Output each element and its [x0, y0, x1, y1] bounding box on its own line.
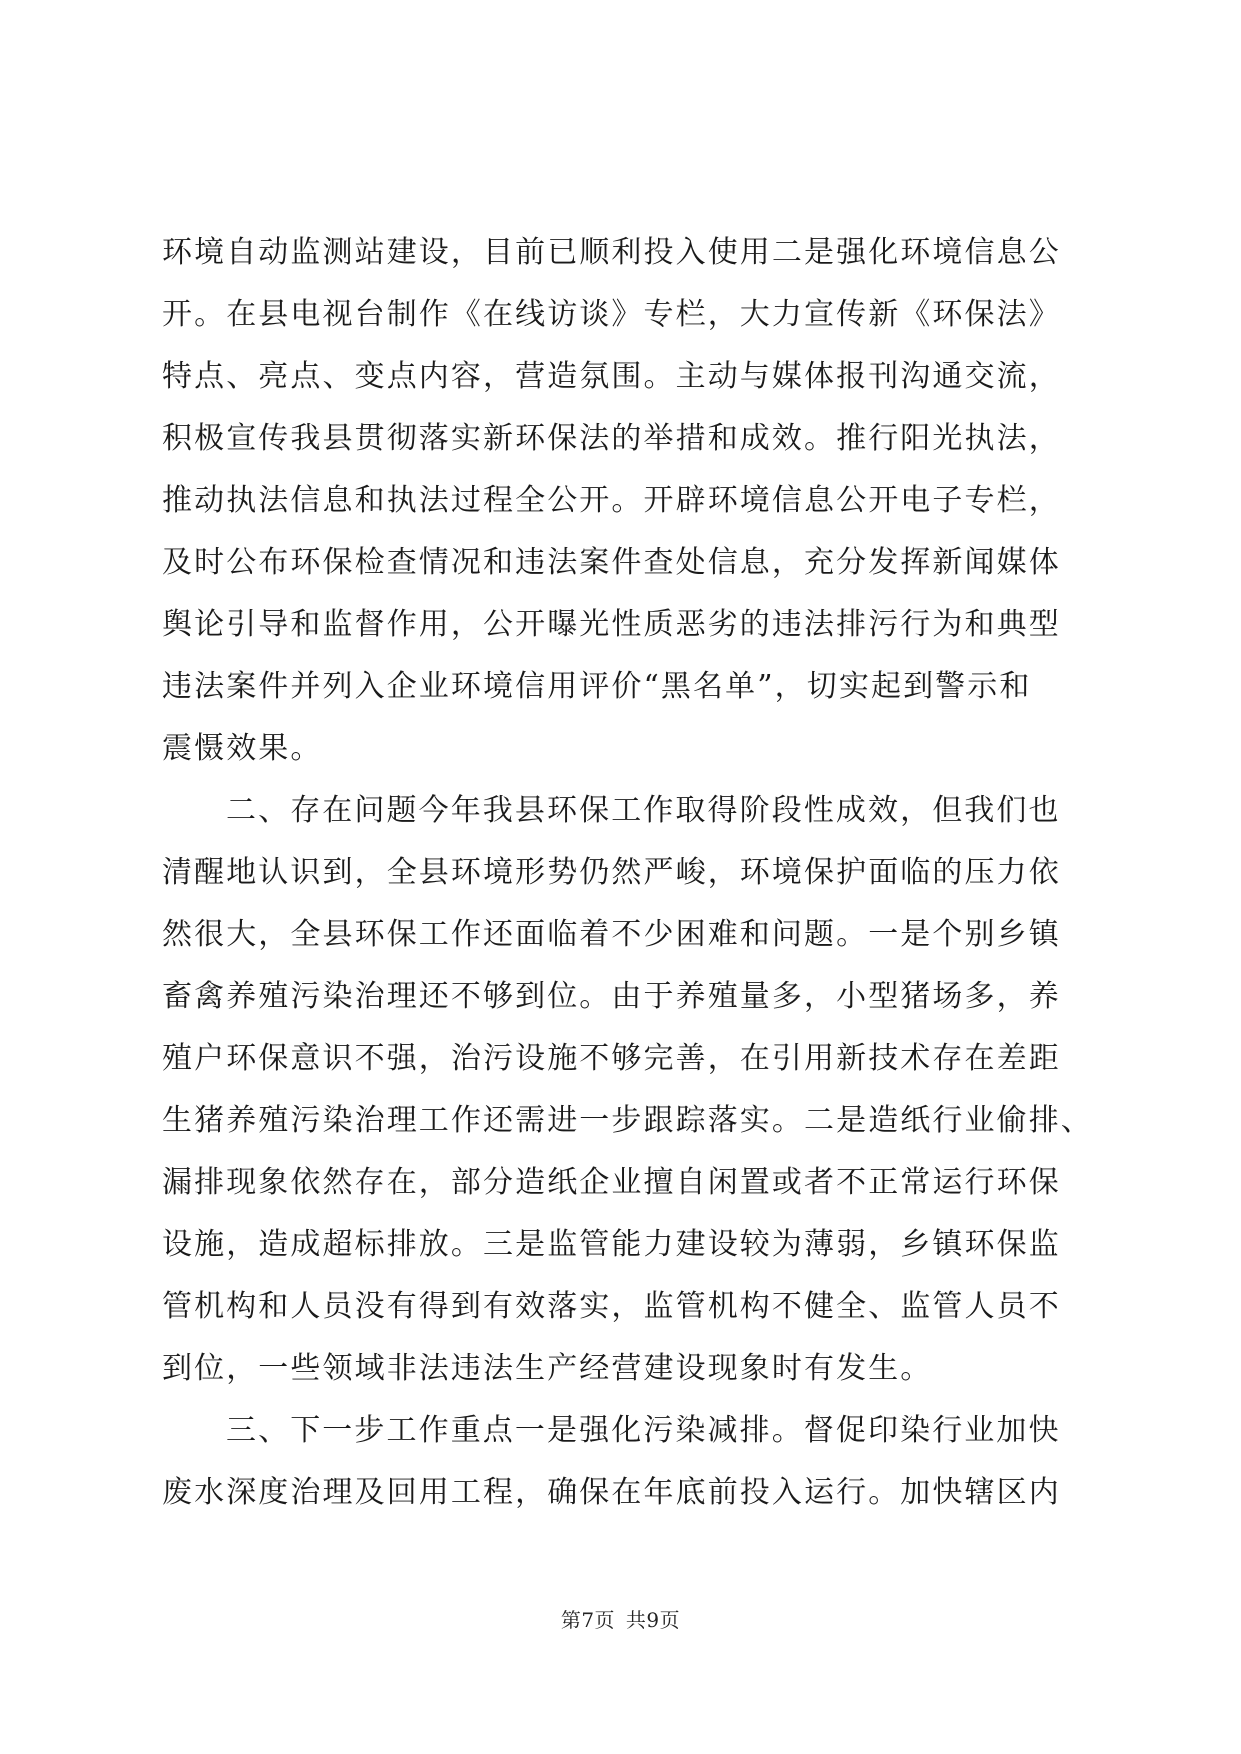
- text-line: 漏排现象依然存在，部分造纸企业擅自闲置或者不正常运行环保: [162, 1165, 1061, 1200]
- text-line: 畜禽养殖污染治理还不够到位。由于养殖量多，小型猪场多，养: [162, 979, 1061, 1014]
- text-line: 管机构和人员没有得到有效落实，监管机构不健全、监管人员不: [162, 1289, 1061, 1324]
- text-line: 积极宣传我县贯彻落实新环保法的举措和成效。推行阳光执法，: [162, 421, 1061, 456]
- paragraph-start-line: 三、下一步工作重点一是强化污染减排。督促印染行业加快: [226, 1413, 1061, 1448]
- paragraph-start-line: 二、存在问题今年我县环保工作取得阶段性成效，但我们也: [226, 793, 1061, 828]
- text-line: 推动执法信息和执法过程全公开。开辟环境信息公开电子专栏，: [162, 483, 1061, 518]
- body-text: [162, 222, 1093, 1524]
- page-footer: [0, 1604, 1241, 1633]
- page-total: 共9页: [625, 1608, 681, 1632]
- text-line: 到位，一些领域非法违法生产经营建设现象时有发生。: [162, 1351, 933, 1386]
- text-line: 开。在县电视台制作《在线访谈》专栏，大力宣传新《环保法》: [162, 297, 1061, 332]
- text-line: 设施，造成超标排放。三是监管能力建设较为薄弱，乡镇环保监: [162, 1227, 1061, 1262]
- text-line: 清醒地认识到，全县环境形势仍然严峻，环境保护面临的压力依: [162, 855, 1061, 890]
- page-number: 第7页: [560, 1608, 616, 1632]
- text-line: 违法案件并列入企业环境信用评价“黑名单”，切实起到警示和: [162, 669, 1032, 704]
- text-line: 然很大，全县环保工作还面临着不少困难和问题。一是个别乡镇: [162, 917, 1061, 952]
- text-line: 生猪养殖污染治理工作还需进一步跟踪落实。二是造纸行业偷排、: [162, 1103, 1093, 1138]
- text-line: 舆论引导和监督作用，公开曝光性质恶劣的违法排污行为和典型: [162, 607, 1061, 642]
- text-line: 及时公布环保检查情况和违法案件查处信息，充分发挥新闻媒体: [162, 545, 1061, 580]
- text-line: 废水深度治理及回用工程，确保在年底前投入运行。加快辖区内: [162, 1475, 1061, 1510]
- text-line: 环境自动监测站建设，目前已顺利投入使用二是强化环境信息公: [162, 235, 1061, 270]
- text-line: 震慑效果。: [162, 731, 323, 766]
- text-line: 特点、亮点、变点内容，营造氛围。主动与媒体报刊沟通交流，: [162, 359, 1061, 394]
- text-line: 殖户环保意识不强，治污设施不够完善，在引用新技术存在差距: [162, 1041, 1061, 1076]
